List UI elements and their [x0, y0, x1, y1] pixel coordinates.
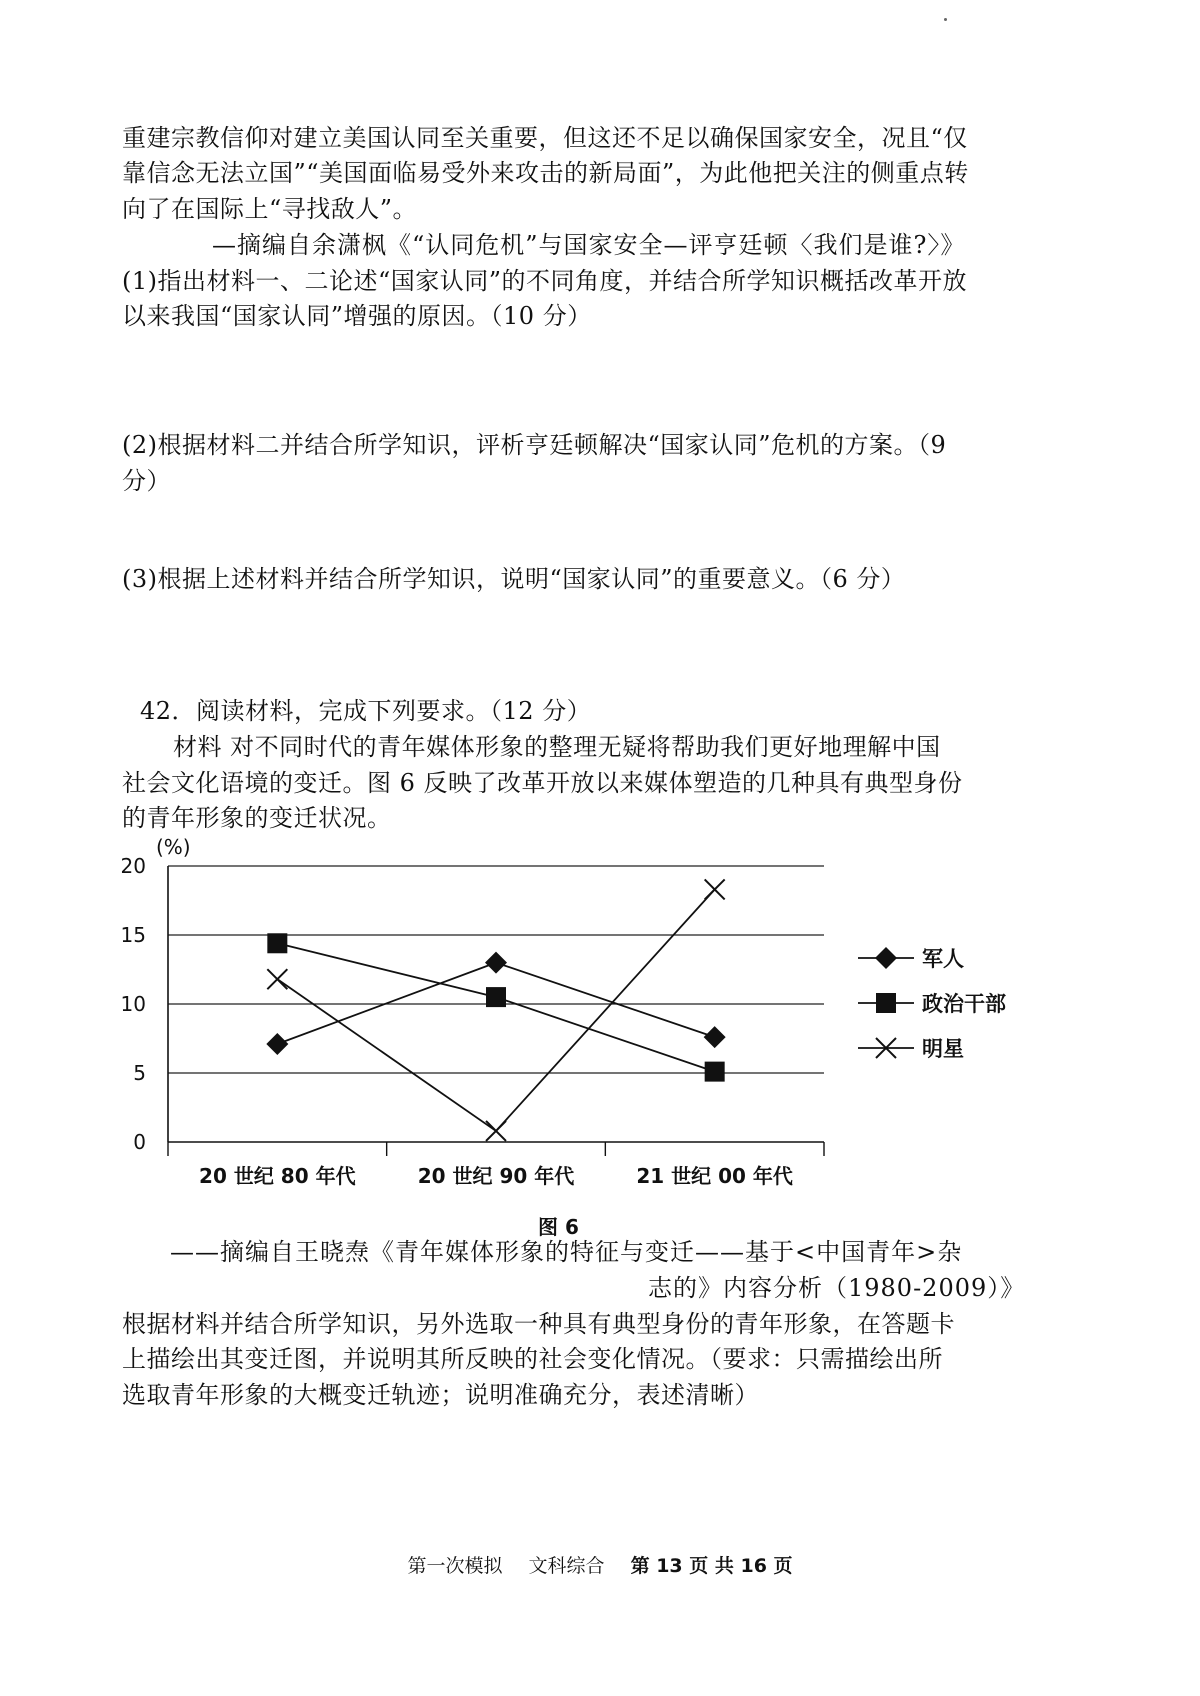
y-tick-label-5: 5: [133, 1061, 146, 1085]
q42-source-line-2: 志的》内容分析（1980-2009）》: [648, 1274, 1026, 1302]
y-axis-unit-label: (%): [156, 835, 191, 859]
data-point-diamond: [266, 1033, 288, 1055]
material-line-2: 靠信念无法立国”“美国面临易受外来攻击的新局面”，为此他把关注的侧重点转: [122, 159, 969, 187]
footer-exam-name: 第一次模拟: [407, 1555, 503, 1577]
q42-task-line-2: 上描绘出其变迁图，并说明其所反映的社会变化情况。（要求：只需描绘出所: [122, 1345, 943, 1373]
data-point-diamond: [485, 952, 507, 974]
question-2-line-1: (2)根据材料二并结合所学知识，评析亨廷顿解决“国家认同”危机的方案。（9: [122, 431, 947, 459]
data-point-x: [486, 1121, 506, 1141]
q42-task-line-3: 选取青年形象的大概变迁轨迹；说明准确充分，表述清晰）: [122, 1381, 759, 1409]
y-tick-label-0: 0: [133, 1130, 146, 1154]
data-point-square: [705, 1062, 725, 1082]
y-axis-tick-labels: [121, 854, 146, 1154]
chart-axes: [168, 866, 824, 1156]
footer-subject: 文科综合: [528, 1555, 605, 1577]
legend-label: 明星: [922, 1037, 964, 1061]
scan-speck: [944, 18, 947, 21]
legend-label: 政治干部: [922, 992, 1006, 1016]
y-tick-label-10: 10: [120, 992, 146, 1016]
figure-caption: 图 6: [538, 1215, 579, 1239]
question-1-line-2: 以来我国“国家认同”增强的原因。（10 分）: [122, 302, 592, 330]
x-axis-tick-labels: [199, 1164, 793, 1188]
material-line-1: 重建宗教信仰对建立美国认同至关重要，但这还不足以确保国家安全，况且“仅: [122, 124, 968, 152]
q42-material-line-2: 社会文化语境的变迁。图 6 反映了改革开放以来媒体塑造的几种具有典型身份: [122, 769, 963, 797]
data-point-square: [267, 933, 287, 953]
data-point-diamond: [704, 1026, 726, 1048]
question-2-line-2: 分）: [122, 467, 171, 495]
question-1-line-1: (1)指出材料一、二论述“国家认同”的不同角度，并结合所学知识概括改革开放: [122, 267, 968, 295]
x-tick-label: 21 世纪 00 年代: [636, 1164, 793, 1188]
legend-label: 军人: [922, 947, 964, 971]
chart-series-lines: [277, 889, 714, 1130]
legend-marker-diamond: [875, 947, 897, 969]
footer-page-number: 第 13 页 共 16 页: [630, 1555, 793, 1577]
material-source: —摘编自余潇枫《“认同危机”与国家安全—评亨廷顿〈我们是谁?〉》: [212, 231, 966, 259]
x-tick-label: 20 世纪 80 年代: [199, 1164, 356, 1188]
page-footer: [0, 1551, 1200, 1578]
material-line-3: 向了在国际上“寻找敌人”。: [122, 195, 418, 223]
q42-title: 42．阅读材料，完成下列要求。（12 分）: [140, 697, 592, 725]
figure-6-line-chart: [120, 835, 1060, 1239]
q42-source-line-1: ——摘编自王晓焘《青年媒体形象的特征与变迁——基于<中国青年>杂: [170, 1238, 963, 1266]
chart-legend: [858, 947, 1006, 1061]
chart-markers: [266, 879, 725, 1140]
q42-task-line-1: 根据材料并结合所学知识，另外选取一种具有典型身份的青年形象，在答题卡: [122, 1310, 955, 1338]
data-point-x: [267, 969, 287, 989]
data-point-square: [486, 987, 506, 1007]
q42-material-line-1: 材料 对不同时代的青年媒体形象的整理无疑将帮助我们更好地理解中国: [173, 733, 941, 761]
y-tick-label-15: 15: [120, 923, 146, 947]
data-point-x: [705, 879, 725, 899]
question-3: (3)根据上述材料并结合所学知识，说明“国家认同”的重要意义。（6 分）: [122, 565, 906, 593]
series-line-2: [277, 889, 714, 1130]
x-tick-label: 20 世纪 90 年代: [417, 1164, 575, 1188]
y-tick-label-20: 20: [120, 854, 146, 878]
legend-marker-square: [876, 993, 896, 1013]
q42-material-line-3: 的青年形象的变迁状况。: [122, 804, 392, 832]
